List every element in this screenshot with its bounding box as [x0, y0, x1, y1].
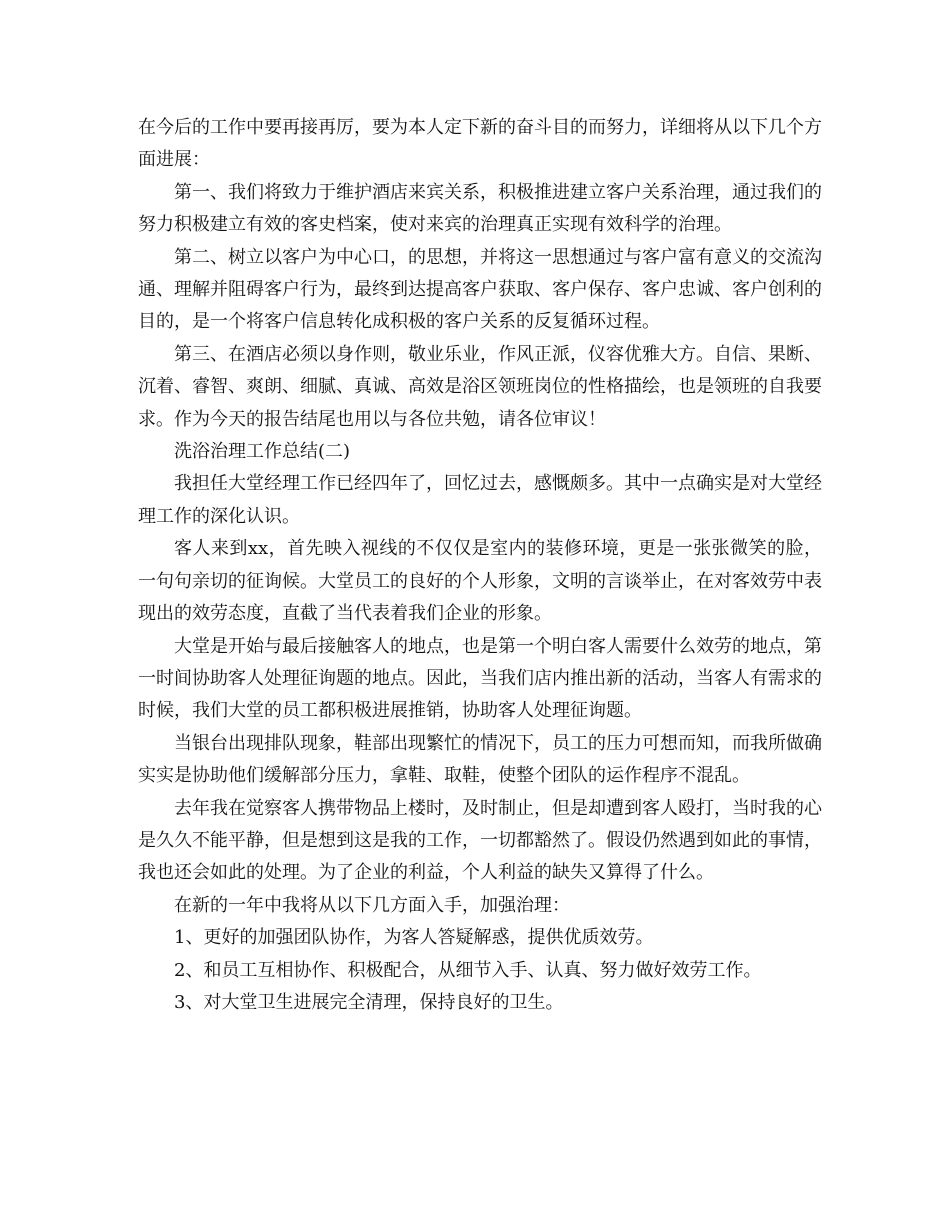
- paragraph: 当银台出现排队现象，鞋部出现繁忙的情况下，员工的压力可想而知，而我所做确实实是协助他们缓解部分压力，拿鞋、取鞋，使整个团队的运作程序不混乱。: [138, 732, 822, 787]
- paragraph-second-point: 第二、树立以客户为中心口，的思想，并将这一思想通过与客户富有意义的交流沟通、理解并阻碍客户行为，最终到达提高客户获取、客户保存、客户忠诚、客户创利的目的，是一个将客户信息转化成积极的客户关系的反复循环过程。: [138, 246, 822, 333]
- list-item: 3、对大堂卫生进展完全清理，保持良好的卫生。: [174, 991, 564, 1013]
- paragraph: 客人来到xx，首先映入视线的不仅仅是室内的装修环境，更是一张张微笑的脸，一句句亲切的征询候。大堂员工的良好的个人形象，文明的言谈举止，在对客效劳中表现出的效劳态度，直截了当代表着我们企业的形象。: [138, 538, 822, 625]
- paragraph: 在新的一年中我将从以下几方面入手，加强治理：: [174, 894, 570, 916]
- paragraph-third-point: 第三、在酒店必须以身作则，敬业乐业，作风正派，仪容优雅大方。自信、果断、沉着、睿智、爽朗、细腻、真诚、高效是浴区领班岗位的性格描绘，也是领班的自我要求。作为今天的报告结尾也用以与各位共勉，请各位审议！: [138, 343, 822, 430]
- paragraph-intro: 在今后的工作中要再接再厉，要为本人定下新的奋斗目的而努力，详细将从以下几个方面进展：: [138, 117, 822, 171]
- document-page: [138, 112, 822, 1019]
- list-item: 1、更好的加强团队协作，为客人答疑解惑，提供优质效劳。: [174, 927, 654, 949]
- paragraph: 去年我在觉察客人携带物品上楼时，及时制止，但是却遭到客人殴打，当时我的心是久久不能平静，但是想到这是我的工作，一切都豁然了。假设仍然遇到如此的事情，我也还会如此的处理。为了企业的利益，个人利益的缺失又算得了什么。: [138, 797, 822, 884]
- paragraph: 我担任大堂经理工作已经四年了，回忆过去，感慨颇多。其中一点确实是对大堂经理工作的深化认识。: [138, 473, 822, 527]
- paragraph-first-point: 第一、我们将致力于维护酒店来宾关系，积极推进建立客户关系治理，通过我们的努力积极建立有效的客史档案，使对来宾的治理真正实现有效科学的治理。: [138, 181, 822, 236]
- paragraph: 大堂是开始与最后接触客人的地点，也是第一个明白客人需要什么效劳的地点，第一时间协助客人处理征询题的地点。因此，当我们店内推出新的活动，当客人有需求的时候，我们大堂的员工都积极进展推销，协助客人处理征询题。: [138, 635, 822, 722]
- list-item: 2、和员工互相协作、积极配合，从细节入手、认真、努力做好效劳工作。: [174, 959, 762, 981]
- section-heading: 洗浴治理工作总结(二): [174, 441, 351, 463]
